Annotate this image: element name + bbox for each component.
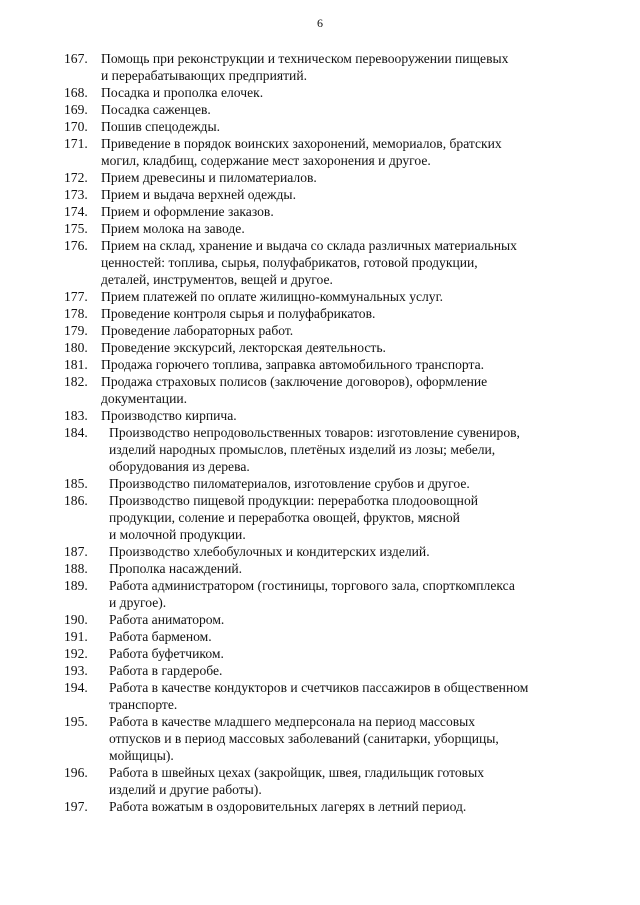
list-item xyxy=(64,220,584,237)
list-item-number: 195. xyxy=(64,714,88,729)
list-item xyxy=(64,475,584,492)
list-item-number: 182. xyxy=(64,374,88,389)
list-item-text: Работа в качестве кондукторов и счетчиков пассажиров в общественном транспорте. xyxy=(109,680,529,712)
list-item-text: Производство пиломатериалов, изготовление срубов и другое. xyxy=(109,476,470,491)
list-item xyxy=(64,50,584,84)
list-item xyxy=(64,628,584,645)
list-item-text: Производство пищевой продукции: переработка плодоовощной продукции, соление и переработка овощей, фруктов, мясной и молочной продукции. xyxy=(109,493,479,542)
list-item-text: Проведение контроля сырья и полуфабрикатов. xyxy=(101,306,376,321)
list-item xyxy=(64,356,584,373)
list-item xyxy=(64,118,584,135)
list-item-number: 168. xyxy=(64,85,88,100)
list-item xyxy=(64,169,584,186)
list-item-number: 194. xyxy=(64,680,88,695)
list-item-number: 185. xyxy=(64,476,88,491)
list-item xyxy=(64,543,584,560)
list-item-number: 180. xyxy=(64,340,88,355)
page-number: 6 xyxy=(317,16,323,30)
list-item-text: Пошив спецодежды. xyxy=(101,119,220,134)
list-item xyxy=(64,577,584,611)
list-item xyxy=(64,492,584,543)
list-item xyxy=(64,339,584,356)
list-item xyxy=(64,288,584,305)
list-item-text: Прием на склад, хранение и выдача со склада различных материальных ценностей: топлива, сырья, полуфабрикатов, готовой продукции, деталей, инструментов, вещей и другое. xyxy=(101,238,517,287)
list-item-text: Продажа страховых полисов (заключение договоров), оформление документации. xyxy=(101,374,488,406)
list-item-number: 184. xyxy=(64,425,88,440)
list-item-text: Проведение лабораторных работ. xyxy=(101,323,294,338)
list-item-number: 175. xyxy=(64,221,88,236)
list-item-number: 188. xyxy=(64,561,88,576)
list-item-text: Производство хлебобулочных и кондитерских изделий. xyxy=(109,544,430,559)
list-item xyxy=(64,407,584,424)
list-item-text: Производство кирпича. xyxy=(101,408,237,423)
list-item-text: Посадка саженцев. xyxy=(101,102,211,117)
list-item-number: 181. xyxy=(64,357,88,372)
list-item-text: Работа барменом. xyxy=(109,629,212,644)
list-item xyxy=(64,305,584,322)
list-item xyxy=(64,186,584,203)
list-item-text: Прием платежей по оплате жилищно-коммунальных услуг. xyxy=(101,289,444,304)
list-item-number: 186. xyxy=(64,493,88,508)
list-item-text: Прием молока на заводе. xyxy=(101,221,245,236)
list-item-text: Проведение экскурсий, лекторская деятельность. xyxy=(101,340,386,355)
list-item xyxy=(64,713,584,764)
list-item xyxy=(64,424,584,475)
list-item-number: 191. xyxy=(64,629,88,644)
list-item xyxy=(64,322,584,339)
list-item-number: 173. xyxy=(64,187,88,202)
list-item-text: Работа буфетчиком. xyxy=(109,646,224,661)
list-item-number: 177. xyxy=(64,289,88,304)
list-item-number: 193. xyxy=(64,663,88,678)
list-item-text: Приведение в порядок воинских захоронений, мемориалов, братских могил, кладбищ, содержание мест захоронения и другое. xyxy=(101,136,502,168)
list-item-text: Работа администратором (гостиницы, торгового зала, спорткомплекса и другое). xyxy=(109,578,515,610)
list-item xyxy=(64,84,584,101)
list-item-number: 170. xyxy=(64,119,88,134)
list-item-text: Работа вожатым в оздоровительных лагерях в летний период. xyxy=(109,799,467,814)
list-item-text: Прием древесины и пиломатериалов. xyxy=(101,170,317,185)
list-item-number: 172. xyxy=(64,170,88,185)
list-item xyxy=(64,662,584,679)
list-item-text: Прием и оформление заказов. xyxy=(101,204,274,219)
list-item-number: 189. xyxy=(64,578,88,593)
list-item-text: Производство непродовольственных товаров: изготовление сувениров, изделий народных промыслов, плетёных изделий из лозы; мебели, оборудования из дерева. xyxy=(109,425,520,474)
list-item xyxy=(64,135,584,169)
list-item-number: 192. xyxy=(64,646,88,661)
list-item-text: Прополка насаждений. xyxy=(109,561,243,576)
list-item xyxy=(64,373,584,407)
list-item-number: 167. xyxy=(64,51,88,66)
list-item xyxy=(64,679,584,713)
list-item xyxy=(64,798,584,815)
list-item-number: 174. xyxy=(64,204,88,219)
numbered-list xyxy=(64,50,584,815)
list-item xyxy=(64,611,584,628)
list-item xyxy=(64,237,584,288)
list-item-number: 197. xyxy=(64,799,88,814)
list-item-text: Работа в гардеробе. xyxy=(109,663,223,678)
list-item xyxy=(64,560,584,577)
list-item xyxy=(64,101,584,118)
list-item-number: 187. xyxy=(64,544,88,559)
list-item-text: Работа в качестве младшего медперсонала на период массовых отпусков и в период массовых заболеваний (санитарки, уборщицы, мойщицы). xyxy=(109,714,499,763)
list-item-text: Посадка и прополка елочек. xyxy=(101,85,264,100)
list-item-number: 190. xyxy=(64,612,88,627)
list-item-text: Прием и выдача верхней одежды. xyxy=(101,187,296,202)
list-item-number: 176. xyxy=(64,238,88,253)
list-item-text: Работа в швейных цехах (закройщик, швея, гладильщик готовых изделий и другие работы). xyxy=(109,765,484,797)
list-item-number: 183. xyxy=(64,408,88,423)
list-item xyxy=(64,203,584,220)
list-item-number: 178. xyxy=(64,306,88,321)
list-item-text: Продажа горючего топлива, заправка автомобильного транспорта. xyxy=(101,357,485,372)
list-item-number: 196. xyxy=(64,765,88,780)
list-item-number: 169. xyxy=(64,102,88,117)
list-item-text: Помощь при реконструкции и техническом перевооружении пищевых и перерабатывающих предприятий. xyxy=(101,51,509,83)
list-item-text: Работа аниматором. xyxy=(109,612,225,627)
list-item-number: 171. xyxy=(64,136,88,151)
list-item-number: 179. xyxy=(64,323,88,338)
list-item xyxy=(64,764,584,798)
list-item xyxy=(64,645,584,662)
